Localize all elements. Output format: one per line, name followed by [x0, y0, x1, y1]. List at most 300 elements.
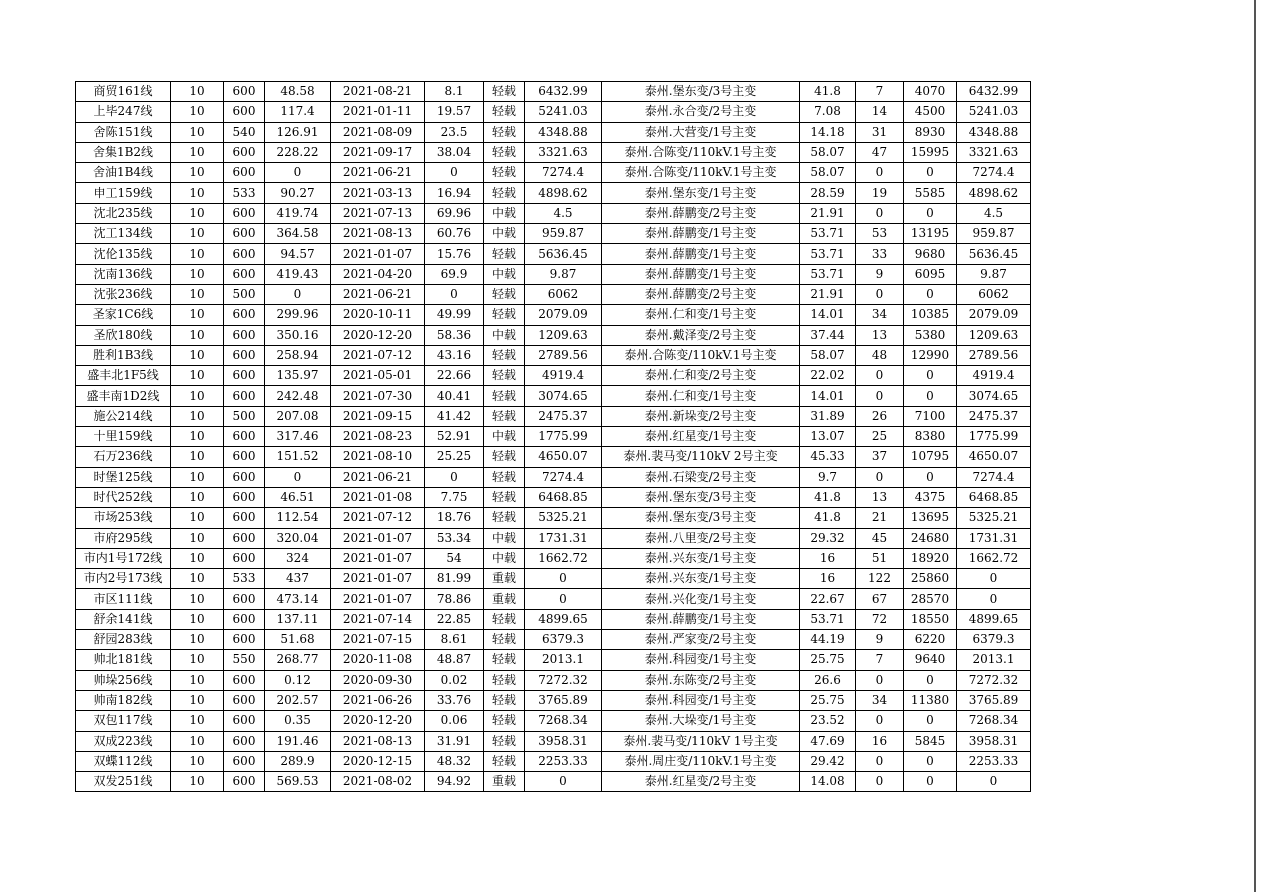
cell-line-name: 舒余141线 — [76, 609, 171, 629]
cell-current: 228.22 — [265, 142, 331, 162]
cell-current: 48.58 — [265, 82, 331, 102]
cell-load-status: 轻载 — [484, 690, 525, 710]
cell-available: 2013.1 — [957, 650, 1031, 670]
cell-date: 2021-07-12 — [331, 345, 425, 365]
cell-line-name: 上毕247线 — [76, 102, 171, 122]
cell-users: 34 — [856, 690, 904, 710]
cell-margin: 2789.56 — [525, 345, 602, 365]
cell-capacity: 9640 — [904, 650, 957, 670]
cell-margin: 7272.32 — [525, 670, 602, 690]
cell-transformer: 泰州.戴泽变/2号主变 — [602, 325, 800, 345]
cell-current: 289.9 — [265, 751, 331, 771]
cell-available: 3321.63 — [957, 142, 1031, 162]
table-row — [76, 731, 1031, 751]
cell-transformer-load: 21.91 — [800, 284, 856, 304]
cell-load-status: 轻载 — [484, 447, 525, 467]
cell-rated-current: 600 — [224, 142, 265, 162]
cell-current: 299.96 — [265, 305, 331, 325]
cell-line-name: 圣欣180线 — [76, 325, 171, 345]
cell-capacity: 18550 — [904, 609, 957, 629]
cell-available: 5636.45 — [957, 244, 1031, 264]
cell-transformer: 泰州.薛鹏变/1号主变 — [602, 264, 800, 284]
cell-load-status: 中载 — [484, 203, 525, 223]
cell-line-name: 沈张236线 — [76, 284, 171, 304]
cell-margin: 3074.65 — [525, 386, 602, 406]
cell-current: 126.91 — [265, 122, 331, 142]
cell-load-rate: 54 — [425, 548, 484, 568]
cell-current: 419.43 — [265, 264, 331, 284]
table-row — [76, 264, 1031, 284]
cell-voltage: 10 — [171, 731, 224, 751]
cell-transformer-load: 7.08 — [800, 102, 856, 122]
cell-current: 317.46 — [265, 427, 331, 447]
cell-load-status: 轻载 — [484, 609, 525, 629]
cell-load-rate: 0 — [425, 467, 484, 487]
cell-line-name: 市府295线 — [76, 528, 171, 548]
cell-voltage: 10 — [171, 183, 224, 203]
cell-margin: 3321.63 — [525, 142, 602, 162]
cell-load-rate: 0 — [425, 163, 484, 183]
cell-voltage: 10 — [171, 82, 224, 102]
cell-capacity: 13195 — [904, 224, 957, 244]
cell-date: 2021-09-17 — [331, 142, 425, 162]
cell-available: 1775.99 — [957, 427, 1031, 447]
cell-date: 2021-01-07 — [331, 589, 425, 609]
cell-transformer: 泰州.大垛变/1号主变 — [602, 711, 800, 731]
table-row — [76, 325, 1031, 345]
cell-voltage: 10 — [171, 203, 224, 223]
cell-voltage: 10 — [171, 244, 224, 264]
cell-voltage: 10 — [171, 751, 224, 771]
cell-line-name: 双发251线 — [76, 772, 171, 792]
cell-transformer-load: 44.19 — [800, 630, 856, 650]
cell-current: 258.94 — [265, 345, 331, 365]
cell-rated-current: 600 — [224, 690, 265, 710]
cell-transformer-load: 41.8 — [800, 82, 856, 102]
cell-transformer: 泰州.周庄变/110kV.1号主变 — [602, 751, 800, 771]
cell-users: 67 — [856, 589, 904, 609]
cell-line-name: 时堡125线 — [76, 467, 171, 487]
cell-current: 419.74 — [265, 203, 331, 223]
cell-capacity: 13695 — [904, 508, 957, 528]
cell-load-status: 轻载 — [484, 650, 525, 670]
cell-load-rate: 41.42 — [425, 406, 484, 426]
cell-line-name: 沈工134线 — [76, 224, 171, 244]
cell-line-name: 沈北235线 — [76, 203, 171, 223]
table-row — [76, 142, 1031, 162]
cell-capacity: 8930 — [904, 122, 957, 142]
cell-line-name: 市区111线 — [76, 589, 171, 609]
cell-transformer: 泰州.合陈变/110kV.1号主变 — [602, 163, 800, 183]
cell-load-rate: 40.41 — [425, 386, 484, 406]
cell-capacity: 4070 — [904, 82, 957, 102]
cell-load-rate: 25.25 — [425, 447, 484, 467]
cell-load-status: 轻载 — [484, 305, 525, 325]
cell-load-status: 重载 — [484, 569, 525, 589]
cell-transformer: 泰州.薛鹏变/2号主变 — [602, 284, 800, 304]
cell-capacity: 7100 — [904, 406, 957, 426]
cell-load-status: 轻载 — [484, 751, 525, 771]
cell-transformer: 泰州.石梁变/2号主变 — [602, 467, 800, 487]
cell-margin: 0 — [525, 589, 602, 609]
cell-capacity: 10385 — [904, 305, 957, 325]
cell-margin: 3958.31 — [525, 731, 602, 751]
cell-load-rate: 49.99 — [425, 305, 484, 325]
cell-date: 2020-10-11 — [331, 305, 425, 325]
cell-rated-current: 600 — [224, 305, 265, 325]
cell-load-status: 轻载 — [484, 630, 525, 650]
cell-current: 268.77 — [265, 650, 331, 670]
cell-voltage: 10 — [171, 630, 224, 650]
cell-capacity: 5585 — [904, 183, 957, 203]
cell-margin: 4348.88 — [525, 122, 602, 142]
cell-load-status: 轻载 — [484, 386, 525, 406]
cell-date: 2021-01-11 — [331, 102, 425, 122]
cell-load-rate: 78.86 — [425, 589, 484, 609]
cell-date: 2021-08-21 — [331, 82, 425, 102]
cell-transformer: 泰州.兴东变/1号主变 — [602, 548, 800, 568]
cell-margin: 3765.89 — [525, 690, 602, 710]
table-row — [76, 284, 1031, 304]
cell-current: 51.68 — [265, 630, 331, 650]
cell-margin: 1775.99 — [525, 427, 602, 447]
cell-voltage: 10 — [171, 467, 224, 487]
cell-capacity: 0 — [904, 467, 957, 487]
cell-rated-current: 600 — [224, 264, 265, 284]
cell-line-name: 石万236线 — [76, 447, 171, 467]
cell-voltage: 10 — [171, 224, 224, 244]
cell-users: 19 — [856, 183, 904, 203]
cell-load-status: 中载 — [484, 548, 525, 568]
cell-users: 45 — [856, 528, 904, 548]
cell-capacity: 0 — [904, 670, 957, 690]
table-row — [76, 82, 1031, 102]
cell-rated-current: 550 — [224, 650, 265, 670]
cell-load-rate: 0 — [425, 284, 484, 304]
cell-load-status: 轻载 — [484, 731, 525, 751]
cell-voltage: 10 — [171, 305, 224, 325]
cell-margin: 2253.33 — [525, 751, 602, 771]
cell-margin: 4919.4 — [525, 366, 602, 386]
cell-capacity: 0 — [904, 366, 957, 386]
cell-users: 0 — [856, 386, 904, 406]
cell-margin: 6468.85 — [525, 487, 602, 507]
cell-load-rate: 22.85 — [425, 609, 484, 629]
cell-line-name: 市内2号173线 — [76, 569, 171, 589]
cell-capacity: 24680 — [904, 528, 957, 548]
cell-voltage: 10 — [171, 609, 224, 629]
cell-load-status: 中载 — [484, 264, 525, 284]
cell-date: 2021-06-21 — [331, 163, 425, 183]
cell-transformer-load: 29.42 — [800, 751, 856, 771]
table-row — [76, 569, 1031, 589]
table-row — [76, 203, 1031, 223]
cell-capacity: 9680 — [904, 244, 957, 264]
cell-available: 1731.31 — [957, 528, 1031, 548]
cell-transformer-load: 14.08 — [800, 772, 856, 792]
cell-date: 2021-08-10 — [331, 447, 425, 467]
cell-transformer-load: 29.32 — [800, 528, 856, 548]
cell-voltage: 10 — [171, 650, 224, 670]
cell-voltage: 10 — [171, 386, 224, 406]
table-row — [76, 386, 1031, 406]
cell-rated-current: 600 — [224, 711, 265, 731]
cell-current: 242.48 — [265, 386, 331, 406]
cell-transformer-load: 9.7 — [800, 467, 856, 487]
cell-current: 207.08 — [265, 406, 331, 426]
cell-available: 2079.09 — [957, 305, 1031, 325]
cell-available: 2475.37 — [957, 406, 1031, 426]
cell-transformer-load: 53.71 — [800, 609, 856, 629]
cell-load-status: 中载 — [484, 224, 525, 244]
cell-available: 6468.85 — [957, 487, 1031, 507]
cell-date: 2021-07-12 — [331, 508, 425, 528]
cell-rated-current: 600 — [224, 528, 265, 548]
cell-current: 135.97 — [265, 366, 331, 386]
cell-load-rate: 23.5 — [425, 122, 484, 142]
cell-transformer: 泰州.永合变/2号主变 — [602, 102, 800, 122]
cell-margin: 2079.09 — [525, 305, 602, 325]
cell-line-name: 盛丰北1F5线 — [76, 366, 171, 386]
cell-load-rate: 0.06 — [425, 711, 484, 731]
cell-current: 364.58 — [265, 224, 331, 244]
cell-available: 6432.99 — [957, 82, 1031, 102]
cell-capacity: 25860 — [904, 569, 957, 589]
cell-capacity: 0 — [904, 751, 957, 771]
cell-users: 122 — [856, 569, 904, 589]
cell-rated-current: 540 — [224, 122, 265, 142]
cell-transformer-load: 16 — [800, 548, 856, 568]
cell-load-status: 轻载 — [484, 467, 525, 487]
cell-rated-current: 500 — [224, 284, 265, 304]
cell-load-status: 轻载 — [484, 82, 525, 102]
cell-load-rate: 48.32 — [425, 751, 484, 771]
cell-date: 2020-11-08 — [331, 650, 425, 670]
cell-users: 34 — [856, 305, 904, 325]
cell-users: 13 — [856, 487, 904, 507]
cell-capacity: 0 — [904, 772, 957, 792]
cell-current: 151.52 — [265, 447, 331, 467]
cell-transformer-load: 41.8 — [800, 487, 856, 507]
cell-users: 48 — [856, 345, 904, 365]
cell-users: 47 — [856, 142, 904, 162]
cell-load-rate: 58.36 — [425, 325, 484, 345]
cell-load-rate: 16.94 — [425, 183, 484, 203]
cell-margin: 5241.03 — [525, 102, 602, 122]
cell-available: 3958.31 — [957, 731, 1031, 751]
cell-transformer: 泰州.薛鹏变/1号主变 — [602, 609, 800, 629]
cell-available: 3074.65 — [957, 386, 1031, 406]
table-row — [76, 224, 1031, 244]
cell-users: 9 — [856, 630, 904, 650]
cell-margin: 2475.37 — [525, 406, 602, 426]
cell-load-status: 轻载 — [484, 183, 525, 203]
cell-transformer-load: 16 — [800, 569, 856, 589]
cell-load-status: 轻载 — [484, 163, 525, 183]
cell-capacity: 6220 — [904, 630, 957, 650]
cell-margin: 1662.72 — [525, 548, 602, 568]
cell-margin: 5636.45 — [525, 244, 602, 264]
cell-users: 7 — [856, 82, 904, 102]
cell-margin: 4.5 — [525, 203, 602, 223]
cell-capacity: 4375 — [904, 487, 957, 507]
cell-rated-current: 600 — [224, 102, 265, 122]
cell-load-rate: 81.99 — [425, 569, 484, 589]
cell-users: 0 — [856, 203, 904, 223]
cell-available: 5241.03 — [957, 102, 1031, 122]
cell-rated-current: 600 — [224, 345, 265, 365]
cell-line-name: 舍油1B4线 — [76, 163, 171, 183]
table-row — [76, 467, 1031, 487]
cell-users: 53 — [856, 224, 904, 244]
cell-available: 1209.63 — [957, 325, 1031, 345]
cell-users: 0 — [856, 366, 904, 386]
cell-load-rate: 18.76 — [425, 508, 484, 528]
table-row — [76, 711, 1031, 731]
cell-users: 16 — [856, 731, 904, 751]
cell-transformer-load: 53.71 — [800, 224, 856, 244]
cell-users: 0 — [856, 711, 904, 731]
cell-current: 324 — [265, 548, 331, 568]
cell-margin: 4650.07 — [525, 447, 602, 467]
page-border — [1254, 0, 1256, 892]
cell-date: 2021-01-07 — [331, 569, 425, 589]
cell-date: 2021-08-13 — [331, 224, 425, 244]
cell-transformer: 泰州.兴化变/1号主变 — [602, 589, 800, 609]
cell-margin: 6432.99 — [525, 82, 602, 102]
cell-margin: 9.87 — [525, 264, 602, 284]
cell-transformer-load: 31.89 — [800, 406, 856, 426]
cell-voltage: 10 — [171, 406, 224, 426]
cell-voltage: 10 — [171, 548, 224, 568]
cell-transformer-load: 47.69 — [800, 731, 856, 751]
cell-rated-current: 600 — [224, 630, 265, 650]
cell-load-rate: 22.66 — [425, 366, 484, 386]
cell-rated-current: 600 — [224, 751, 265, 771]
cell-transformer: 泰州.新垛变/2号主变 — [602, 406, 800, 426]
cell-transformer: 泰州.科园变/1号主变 — [602, 690, 800, 710]
cell-users: 0 — [856, 751, 904, 771]
cell-load-rate: 60.76 — [425, 224, 484, 244]
table-row — [76, 427, 1031, 447]
cell-rated-current: 600 — [224, 447, 265, 467]
cell-capacity: 5845 — [904, 731, 957, 751]
cell-date: 2021-08-13 — [331, 731, 425, 751]
cell-load-rate: 43.16 — [425, 345, 484, 365]
cell-load-rate: 33.76 — [425, 690, 484, 710]
cell-date: 2021-07-14 — [331, 609, 425, 629]
cell-transformer: 泰州.合陈变/110kV.1号主变 — [602, 345, 800, 365]
cell-transformer-load: 28.59 — [800, 183, 856, 203]
cell-rated-current: 600 — [224, 366, 265, 386]
cell-available: 0 — [957, 569, 1031, 589]
table-row — [76, 447, 1031, 467]
cell-users: 0 — [856, 670, 904, 690]
cell-date: 2021-01-07 — [331, 548, 425, 568]
cell-transformer-load: 13.07 — [800, 427, 856, 447]
cell-margin: 5325.21 — [525, 508, 602, 528]
cell-load-rate: 69.9 — [425, 264, 484, 284]
cell-current: 437 — [265, 569, 331, 589]
cell-available: 2253.33 — [957, 751, 1031, 771]
cell-transformer: 泰州.兴东变/1号主变 — [602, 569, 800, 589]
cell-date: 2021-04-20 — [331, 264, 425, 284]
cell-date: 2021-07-13 — [331, 203, 425, 223]
cell-line-name: 胜利1B3线 — [76, 345, 171, 365]
table-row — [76, 630, 1031, 650]
cell-load-status: 轻载 — [484, 366, 525, 386]
cell-load-rate: 8.1 — [425, 82, 484, 102]
table-row — [76, 609, 1031, 629]
cell-load-rate: 52.91 — [425, 427, 484, 447]
cell-transformer: 泰州.裴马变/110kV 1号主变 — [602, 731, 800, 751]
cell-load-rate: 38.04 — [425, 142, 484, 162]
cell-load-rate: 69.96 — [425, 203, 484, 223]
cell-available: 3765.89 — [957, 690, 1031, 710]
cell-load-status: 轻载 — [484, 345, 525, 365]
cell-voltage: 10 — [171, 487, 224, 507]
cell-voltage: 10 — [171, 508, 224, 528]
line-load-table — [75, 81, 1031, 792]
table-row — [76, 244, 1031, 264]
cell-load-rate: 8.61 — [425, 630, 484, 650]
table-row — [76, 548, 1031, 568]
cell-current: 0.35 — [265, 711, 331, 731]
cell-line-name: 舍集1B2线 — [76, 142, 171, 162]
cell-margin: 6379.3 — [525, 630, 602, 650]
cell-available: 4348.88 — [957, 122, 1031, 142]
cell-available: 4650.07 — [957, 447, 1031, 467]
cell-transformer: 泰州.东陈变/2号主变 — [602, 670, 800, 690]
cell-available: 7274.4 — [957, 467, 1031, 487]
table-row — [76, 366, 1031, 386]
table-row — [76, 751, 1031, 771]
cell-voltage: 10 — [171, 711, 224, 731]
table-row — [76, 345, 1031, 365]
table-row — [76, 305, 1031, 325]
cell-line-name: 申工159线 — [76, 183, 171, 203]
cell-date: 2021-08-09 — [331, 122, 425, 142]
cell-transformer-load: 25.75 — [800, 690, 856, 710]
cell-margin: 6062 — [525, 284, 602, 304]
cell-available: 5325.21 — [957, 508, 1031, 528]
cell-voltage: 10 — [171, 690, 224, 710]
cell-users: 0 — [856, 284, 904, 304]
cell-load-status: 重载 — [484, 772, 525, 792]
cell-margin: 1209.63 — [525, 325, 602, 345]
table-row — [76, 670, 1031, 690]
cell-load-status: 轻载 — [484, 102, 525, 122]
cell-load-status: 轻载 — [484, 244, 525, 264]
cell-rated-current: 600 — [224, 203, 265, 223]
cell-users: 21 — [856, 508, 904, 528]
cell-load-rate: 7.75 — [425, 487, 484, 507]
cell-line-name: 舒园283线 — [76, 630, 171, 650]
cell-transformer-load: 41.8 — [800, 508, 856, 528]
cell-line-name: 施公214线 — [76, 406, 171, 426]
cell-available: 4898.62 — [957, 183, 1031, 203]
cell-load-status: 轻载 — [484, 406, 525, 426]
cell-margin: 7274.4 — [525, 467, 602, 487]
cell-available: 7268.34 — [957, 711, 1031, 731]
cell-transformer: 泰州.薛鹏变/1号主变 — [602, 244, 800, 264]
table-row — [76, 772, 1031, 792]
cell-load-rate: 31.91 — [425, 731, 484, 751]
cell-line-name: 十里159线 — [76, 427, 171, 447]
table-row — [76, 508, 1031, 528]
cell-line-name: 帅北181线 — [76, 650, 171, 670]
cell-line-name: 舍陈151线 — [76, 122, 171, 142]
